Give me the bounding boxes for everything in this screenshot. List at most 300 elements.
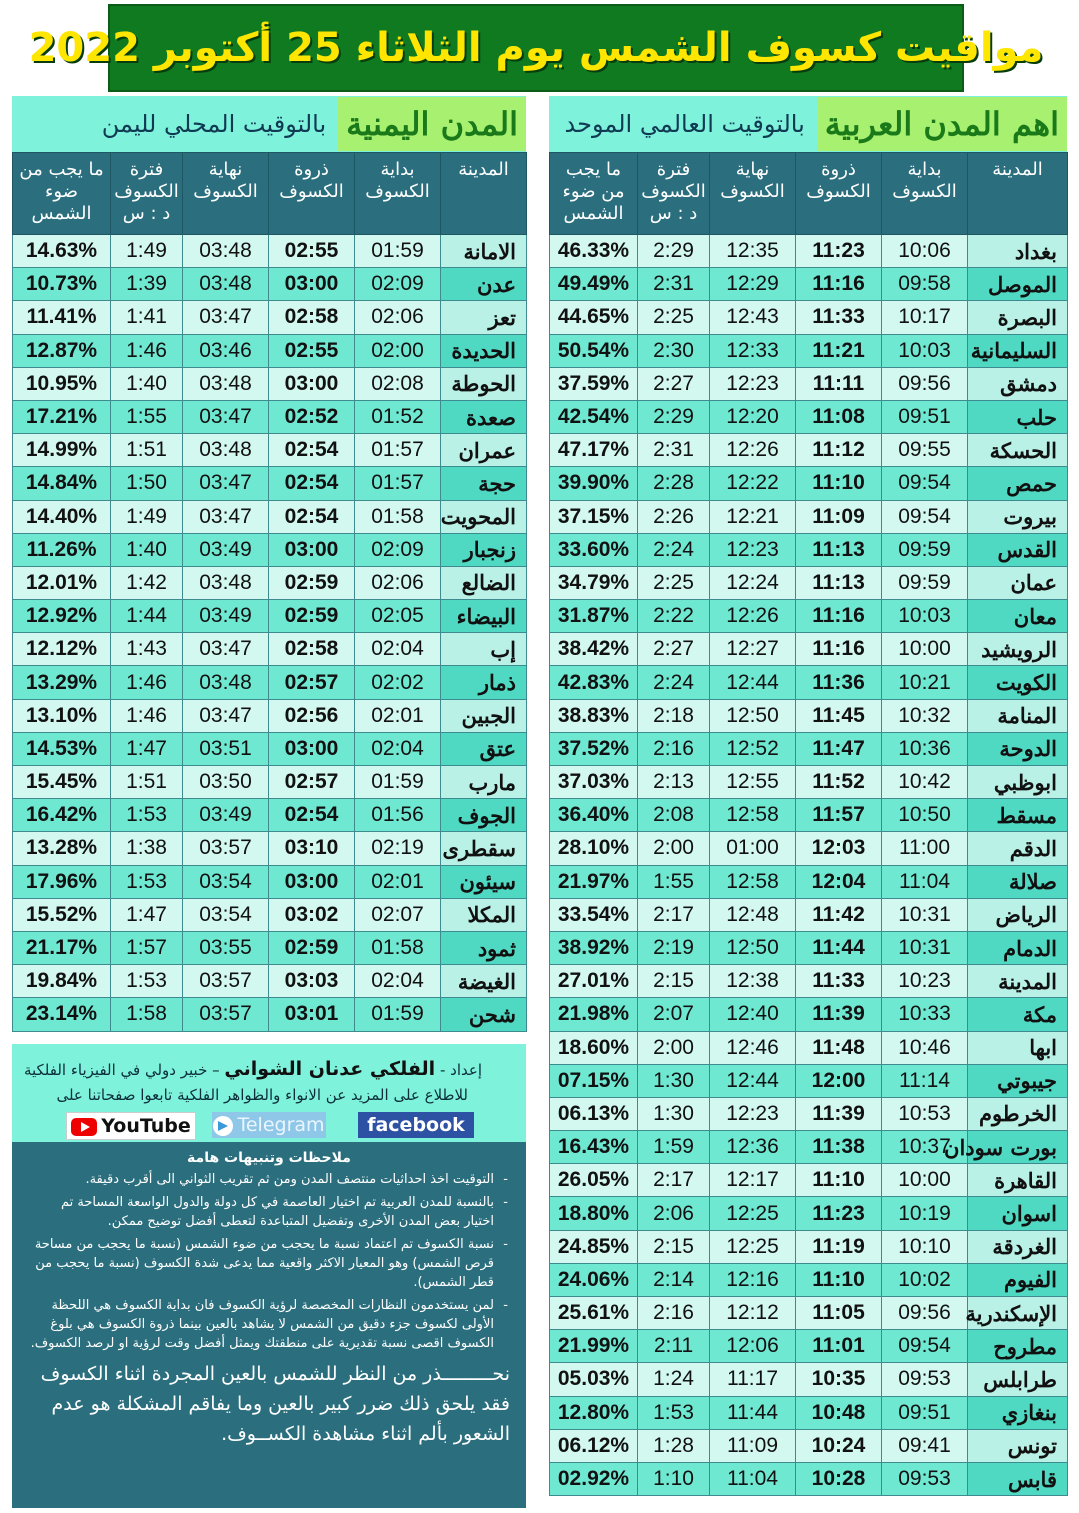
- obscuration-cell: 21.97%: [550, 865, 638, 898]
- end-time-cell: 12:58: [710, 865, 796, 898]
- city-cell: ذمار: [441, 666, 527, 699]
- city-cell: الجوف: [441, 799, 527, 832]
- end-time-cell: 03:57: [183, 965, 269, 998]
- start-time-cell: 10:50: [882, 799, 968, 832]
- obscuration-cell: 12.12%: [13, 633, 111, 666]
- table-row: [13, 533, 527, 566]
- start-time-cell: 02:07: [355, 898, 441, 931]
- city-cell: الكويت: [968, 666, 1068, 699]
- obscuration-cell: 07.15%: [550, 1064, 638, 1097]
- table-row: [550, 799, 1068, 832]
- start-time-cell: 10:36: [882, 732, 968, 765]
- obscuration-cell: 06.13%: [550, 1097, 638, 1130]
- obscuration-cell: 16.43%: [550, 1131, 638, 1164]
- duration-cell: 2:26: [638, 500, 710, 533]
- duration-cell: 1:43: [111, 633, 183, 666]
- duration-cell: 2:25: [638, 566, 710, 599]
- start-time-cell: 10:37: [882, 1131, 968, 1164]
- start-time-cell: 01:59: [355, 766, 441, 799]
- start-time-cell: 11:00: [882, 832, 968, 865]
- obscuration-cell: 31.87%: [550, 600, 638, 633]
- obscuration-cell: 44.65%: [550, 301, 638, 334]
- start-time-cell: 09:59: [882, 533, 968, 566]
- end-time-cell: 03:48: [183, 268, 269, 301]
- end-time-cell: 03:48: [183, 666, 269, 699]
- col-header-duration: فترة الكسوف د : س: [111, 153, 183, 235]
- table-row: [550, 1396, 1068, 1429]
- start-time-cell: 10:03: [882, 600, 968, 633]
- peak-time-cell: 02:52: [269, 400, 355, 433]
- end-time-cell: 12:25: [710, 1197, 796, 1230]
- city-cell: عمران: [441, 434, 527, 467]
- notes-box: [12, 1142, 526, 1508]
- end-time-cell: 03:48: [183, 434, 269, 467]
- peak-time-cell: 11:23: [796, 235, 882, 268]
- city-cell: الدوحة: [968, 732, 1068, 765]
- duration-cell: 2:15: [638, 965, 710, 998]
- peak-time-cell: 02:58: [269, 633, 355, 666]
- obscuration-cell: 17.96%: [13, 865, 111, 898]
- follow-text: للاطلاع على المزيد عن الانواء والظواهر الفلكية تابعوا صفحاتنا على: [56, 1086, 468, 1104]
- end-time-cell: 03:57: [183, 832, 269, 865]
- obscuration-cell: 49.49%: [550, 268, 638, 301]
- table-row: [13, 666, 527, 699]
- city-cell: اسوان: [968, 1197, 1068, 1230]
- table-row: [550, 1097, 1068, 1130]
- city-cell: البيضاء: [441, 600, 527, 633]
- obscuration-cell: 38.42%: [550, 633, 638, 666]
- obscuration-cell: 23.14%: [13, 998, 111, 1031]
- peak-time-cell: 02:54: [269, 467, 355, 500]
- table-row: [550, 467, 1068, 500]
- end-time-cell: 12:33: [710, 334, 796, 367]
- peak-time-cell: 02:59: [269, 566, 355, 599]
- table-row: [550, 832, 1068, 865]
- table-row: [550, 633, 1068, 666]
- end-time-cell: 12:50: [710, 699, 796, 732]
- peak-time-cell: 12:00: [796, 1064, 882, 1097]
- end-time-cell: 03:49: [183, 533, 269, 566]
- end-time-cell: 03:50: [183, 766, 269, 799]
- peak-time-cell: 11:36: [796, 666, 882, 699]
- obscuration-cell: 21.17%: [13, 931, 111, 964]
- obscuration-cell: 11.26%: [13, 533, 111, 566]
- start-time-cell: 01:59: [355, 998, 441, 1031]
- table-row: [13, 367, 527, 400]
- peak-time-cell: 11:38: [796, 1131, 882, 1164]
- peak-time-cell: 11:48: [796, 1031, 882, 1064]
- obscuration-cell: 15.52%: [13, 898, 111, 931]
- table-row: [13, 268, 527, 301]
- end-time-cell: 12:50: [710, 931, 796, 964]
- city-cell: تونس: [968, 1429, 1068, 1462]
- youtube-icon: [71, 1118, 97, 1136]
- end-time-cell: 03:48: [183, 235, 269, 268]
- peak-time-cell: 10:28: [796, 1462, 882, 1495]
- yemen-cities-panel: [12, 96, 526, 1032]
- end-time-cell: 03:46: [183, 334, 269, 367]
- table-row: [550, 1462, 1068, 1495]
- city-cell: القدس: [968, 533, 1068, 566]
- table-row: [550, 400, 1068, 433]
- city-cell: المكلا: [441, 898, 527, 931]
- duration-cell: 2:18: [638, 699, 710, 732]
- table-row: [550, 699, 1068, 732]
- table-row: [550, 566, 1068, 599]
- obscuration-cell: 37.15%: [550, 500, 638, 533]
- yemen-panel-header: [12, 96, 526, 152]
- obscuration-cell: 42.83%: [550, 666, 638, 699]
- table-row: [550, 898, 1068, 931]
- table-row: [13, 500, 527, 533]
- peak-time-cell: 03:01: [269, 998, 355, 1031]
- city-cell: عدن: [441, 268, 527, 301]
- duration-cell: 1:58: [111, 998, 183, 1031]
- city-cell: بنغازي: [968, 1396, 1068, 1429]
- peak-time-cell: 12:04: [796, 865, 882, 898]
- duration-cell: 1:28: [638, 1429, 710, 1462]
- note-item: - التوقيت اخذ احداثيات منتصف المدن ومن ثم تقريب الثواني الى أقرب دقيقة.: [28, 1170, 494, 1189]
- obscuration-cell: 24.06%: [550, 1263, 638, 1296]
- city-cell: الغيضة: [441, 965, 527, 998]
- duration-cell: 2:06: [638, 1197, 710, 1230]
- obscuration-cell: 34.79%: [550, 566, 638, 599]
- duration-cell: 1:30: [638, 1064, 710, 1097]
- duration-cell: 2:17: [638, 898, 710, 931]
- peak-time-cell: 11:47: [796, 732, 882, 765]
- table-row: [550, 500, 1068, 533]
- duration-cell: 2:15: [638, 1230, 710, 1263]
- peak-time-cell: 11:16: [796, 600, 882, 633]
- obscuration-cell: 14.84%: [13, 467, 111, 500]
- peak-time-cell: 11:10: [796, 1164, 882, 1197]
- table-row: [550, 1197, 1068, 1230]
- start-time-cell: 10:00: [882, 1164, 968, 1197]
- end-time-cell: 12:26: [710, 600, 796, 633]
- peak-time-cell: 11:44: [796, 931, 882, 964]
- note-item: - بالنسبة للمدن العربية تم اختيار العاصمة في كل دولة والدول الواسعة المساحة تم اختيار بعض المدن الأخرى وتفضيل المتباعدة لتعطى أفضل توضيح ممكن.: [28, 1193, 494, 1231]
- table-row: [550, 732, 1068, 765]
- table-row: [13, 998, 527, 1031]
- peak-time-cell: 02:54: [269, 500, 355, 533]
- end-time-cell: 12:43: [710, 301, 796, 334]
- city-cell: إب: [441, 633, 527, 666]
- start-time-cell: 02:01: [355, 865, 441, 898]
- end-time-cell: 12:23: [710, 1097, 796, 1130]
- end-time-cell: 03:47: [183, 500, 269, 533]
- end-time-cell: 03:49: [183, 799, 269, 832]
- facebook-link[interactable]: [358, 1112, 474, 1138]
- duration-cell: 1:53: [638, 1396, 710, 1429]
- yemen-heading: المدن اليمنية: [338, 97, 526, 151]
- end-time-cell: 03:47: [183, 633, 269, 666]
- city-cell: الإسكندرية: [968, 1297, 1068, 1330]
- table-row: [550, 1330, 1068, 1363]
- table-row: [550, 1164, 1068, 1197]
- table-row: [550, 1429, 1068, 1462]
- peak-time-cell: 11:13: [796, 533, 882, 566]
- end-time-cell: 12:24: [710, 566, 796, 599]
- obscuration-cell: 15.45%: [13, 766, 111, 799]
- city-cell: مكة: [968, 998, 1068, 1031]
- end-time-cell: 12:52: [710, 732, 796, 765]
- telegram-link[interactable]: [212, 1112, 326, 1138]
- table-row: [13, 965, 527, 998]
- start-time-cell: 01:57: [355, 467, 441, 500]
- start-time-cell: 10:23: [882, 965, 968, 998]
- peak-time-cell: 11:01: [796, 1330, 882, 1363]
- duration-cell: 1:41: [111, 301, 183, 334]
- duration-cell: 2:27: [638, 633, 710, 666]
- obscuration-cell: 13.29%: [13, 666, 111, 699]
- obscuration-cell: 21.98%: [550, 998, 638, 1031]
- start-time-cell: 10:10: [882, 1230, 968, 1263]
- obscuration-cell: 24.85%: [550, 1230, 638, 1263]
- end-time-cell: 12:36: [710, 1131, 796, 1164]
- author-name: الفلكي عدنان الشواني: [224, 1058, 436, 1080]
- city-cell: الدمام: [968, 931, 1068, 964]
- duration-cell: 2:11: [638, 1330, 710, 1363]
- end-time-cell: 12:26: [710, 434, 796, 467]
- end-time-cell: 12:12: [710, 1297, 796, 1330]
- obscuration-cell: 14.99%: [13, 434, 111, 467]
- peak-time-cell: 11:33: [796, 965, 882, 998]
- end-time-cell: 12:40: [710, 998, 796, 1031]
- obscuration-cell: 13.28%: [13, 832, 111, 865]
- duration-cell: 2:17: [638, 1164, 710, 1197]
- duration-cell: 1:49: [111, 500, 183, 533]
- start-time-cell: 02:06: [355, 301, 441, 334]
- start-time-cell: 02:00: [355, 334, 441, 367]
- city-cell: مارب: [441, 766, 527, 799]
- table-row: [550, 865, 1068, 898]
- end-time-cell: 03:47: [183, 699, 269, 732]
- youtube-link[interactable]: [66, 1112, 196, 1140]
- duration-cell: 2:13: [638, 766, 710, 799]
- table-row: [550, 1263, 1068, 1296]
- city-cell: القاهرة: [968, 1164, 1068, 1197]
- start-time-cell: 09:51: [882, 400, 968, 433]
- peak-time-cell: 11:21: [796, 334, 882, 367]
- start-time-cell: 10:32: [882, 699, 968, 732]
- duration-cell: 1:24: [638, 1363, 710, 1396]
- obscuration-cell: 13.10%: [13, 699, 111, 732]
- table-row: [550, 268, 1068, 301]
- peak-time-cell: 11:39: [796, 1097, 882, 1130]
- end-time-cell: 12:46: [710, 1031, 796, 1064]
- end-time-cell: 12:06: [710, 1330, 796, 1363]
- obscuration-cell: 28.10%: [550, 832, 638, 865]
- start-time-cell: 10:42: [882, 766, 968, 799]
- end-time-cell: 11:17: [710, 1363, 796, 1396]
- peak-time-cell: 12:03: [796, 832, 882, 865]
- start-time-cell: 09:56: [882, 1297, 968, 1330]
- end-time-cell: 03:55: [183, 931, 269, 964]
- duration-cell: 1:40: [111, 367, 183, 400]
- start-time-cell: 09:54: [882, 500, 968, 533]
- eye-safety-warning: نحـــــــــذر من النظر للشمس بالعين المجردة اثناء الكسوف فقد يلحق ذلك ضرر كبير بالعين وما يفاقم المشكلة هو عدم الشعور بألم اثناء مشاهدة الكســوف.: [40, 1363, 510, 1445]
- obscuration-cell: 26.05%: [550, 1164, 638, 1197]
- start-time-cell: 11:14: [882, 1064, 968, 1097]
- duration-cell: 1:44: [111, 600, 183, 633]
- peak-time-cell: 03:00: [269, 533, 355, 566]
- col-header-peak: ذروة الكسوف: [796, 153, 882, 235]
- duration-cell: 2:22: [638, 600, 710, 633]
- start-time-cell: 01:58: [355, 500, 441, 533]
- end-time-cell: 12:58: [710, 799, 796, 832]
- table-row: [13, 334, 527, 367]
- obscuration-cell: 37.59%: [550, 367, 638, 400]
- note-item: - نسبة الكسوف تم اعتماد نسبة ما يحجب من ضوء الشمس (نسبة ما يحجب من مساحة قرص الشمس) وهو المعيار الاكثر واقعية مما يدعى شدة الكسوف (نسبة ما يحجب من قطر الشمس).: [28, 1235, 494, 1292]
- peak-time-cell: 11:42: [796, 898, 882, 931]
- page-title: مواقيت كسوف الشمس يوم الثلاثاء 25 أكتوبر 2022: [28, 25, 1044, 71]
- table-row: [550, 1230, 1068, 1263]
- start-time-cell: 02:05: [355, 600, 441, 633]
- city-cell: بغداد: [968, 235, 1068, 268]
- obscuration-cell: 14.63%: [13, 235, 111, 268]
- table-row: [550, 235, 1068, 268]
- duration-cell: 2:00: [638, 832, 710, 865]
- city-cell: صعدة: [441, 400, 527, 433]
- table-row: [550, 998, 1068, 1031]
- start-time-cell: 10:00: [882, 633, 968, 666]
- peak-time-cell: 11:05: [796, 1297, 882, 1330]
- city-cell: ابها: [968, 1031, 1068, 1064]
- peak-time-cell: 11:57: [796, 799, 882, 832]
- city-cell: قابس: [968, 1462, 1068, 1495]
- peak-time-cell: 11:11: [796, 367, 882, 400]
- table-row: [550, 334, 1068, 367]
- city-cell: سيئون: [441, 865, 527, 898]
- city-cell: طرابلس: [968, 1363, 1068, 1396]
- yemen-subheading: بالتوقيت المحلي لليمن: [101, 110, 327, 138]
- end-time-cell: 03:51: [183, 732, 269, 765]
- start-time-cell: 02:09: [355, 268, 441, 301]
- peak-time-cell: 02:59: [269, 931, 355, 964]
- facebook-label: facebook: [367, 1114, 465, 1136]
- duration-cell: 2:16: [638, 1297, 710, 1330]
- city-cell: شحن: [441, 998, 527, 1031]
- end-time-cell: 12:44: [710, 666, 796, 699]
- duration-cell: 2:19: [638, 931, 710, 964]
- peak-time-cell: 10:48: [796, 1396, 882, 1429]
- col-header-end: نهاية الكسوف: [710, 153, 796, 235]
- start-time-cell: 02:04: [355, 633, 441, 666]
- peak-time-cell: 11:10: [796, 1263, 882, 1296]
- city-cell: السليمانية: [968, 334, 1068, 367]
- city-cell: حجة: [441, 467, 527, 500]
- table-row: [550, 533, 1068, 566]
- city-cell: عمان: [968, 566, 1068, 599]
- city-cell: صلالة: [968, 865, 1068, 898]
- peak-time-cell: 02:56: [269, 699, 355, 732]
- start-time-cell: 09:41: [882, 1429, 968, 1462]
- obscuration-cell: 46.33%: [550, 235, 638, 268]
- peak-time-cell: 03:00: [269, 865, 355, 898]
- end-time-cell: 12:25: [710, 1230, 796, 1263]
- duration-cell: 1:57: [111, 931, 183, 964]
- telegram-icon: [213, 1116, 233, 1136]
- table-row: [550, 434, 1068, 467]
- city-cell: المدينة: [968, 965, 1068, 998]
- obscuration-cell: 33.60%: [550, 533, 638, 566]
- end-time-cell: 12:38: [710, 965, 796, 998]
- obscuration-cell: 36.40%: [550, 799, 638, 832]
- col-header-city: المدينة: [441, 153, 527, 235]
- table-row: [13, 732, 527, 765]
- city-cell: دمشق: [968, 367, 1068, 400]
- start-time-cell: 09:54: [882, 1330, 968, 1363]
- start-time-cell: 10:02: [882, 1263, 968, 1296]
- end-time-cell: 12:29: [710, 268, 796, 301]
- note-item: - لمن يستخدمون النظارات المخصصة لرؤية الكسوف فان بداية الكسوف هي اللحظة الأولى لكسوف جزء دقيق من الشمس لا يشاهد بالعين بينما ذروة الكسوف هي بلوغ الكسوف اقصى نسبة تقديرية على منطقتك ويمثل أفضل وقت لرؤية او لرصد الكسوف.: [28, 1296, 494, 1353]
- peak-time-cell: 03:00: [269, 268, 355, 301]
- end-time-cell: 01:00: [710, 832, 796, 865]
- city-cell: الغردقة: [968, 1230, 1068, 1263]
- peak-time-cell: 02:59: [269, 600, 355, 633]
- obscuration-cell: 25.61%: [550, 1297, 638, 1330]
- city-cell: الضالع: [441, 566, 527, 599]
- yemen-table-header-row: [13, 153, 527, 235]
- table-row: [13, 931, 527, 964]
- start-time-cell: 01:56: [355, 799, 441, 832]
- duration-cell: 1:53: [111, 965, 183, 998]
- end-time-cell: 12:35: [710, 235, 796, 268]
- duration-cell: 1:53: [111, 865, 183, 898]
- duration-cell: 1:39: [111, 268, 183, 301]
- notes-title: ملاحظات وتنبيهات هامة: [187, 1150, 351, 1166]
- city-cell: الحوطة: [441, 367, 527, 400]
- city-cell: الرويشيد: [968, 633, 1068, 666]
- telegram-label: Telegram: [237, 1114, 325, 1136]
- end-time-cell: 03:48: [183, 566, 269, 599]
- peak-time-cell: 11:16: [796, 633, 882, 666]
- start-time-cell: 09:59: [882, 566, 968, 599]
- peak-time-cell: 11:52: [796, 766, 882, 799]
- peak-time-cell: 02:57: [269, 666, 355, 699]
- peak-time-cell: 11:39: [796, 998, 882, 1031]
- table-row: [13, 434, 527, 467]
- arab-subheading: بالتوقيت العالمي الموحد: [564, 110, 805, 138]
- obscuration-cell: 18.80%: [550, 1197, 638, 1230]
- peak-time-cell: 03:00: [269, 367, 355, 400]
- obscuration-cell: 14.40%: [13, 500, 111, 533]
- youtube-label: YouTube: [101, 1115, 191, 1137]
- table-row: [550, 965, 1068, 998]
- duration-cell: 1:42: [111, 566, 183, 599]
- arab-cities-table: [549, 152, 1068, 1496]
- obscuration-cell: 12.80%: [550, 1396, 638, 1429]
- peak-time-cell: 03:00: [269, 732, 355, 765]
- duration-cell: 2:08: [638, 799, 710, 832]
- start-time-cell: 01:58: [355, 931, 441, 964]
- duration-cell: 1:46: [111, 699, 183, 732]
- table-row: [550, 367, 1068, 400]
- peak-time-cell: 02:57: [269, 766, 355, 799]
- start-time-cell: 10:53: [882, 1097, 968, 1130]
- duration-cell: 2:24: [638, 666, 710, 699]
- city-cell: البصرة: [968, 301, 1068, 334]
- obscuration-cell: 12.87%: [13, 334, 111, 367]
- start-time-cell: 10:21: [882, 666, 968, 699]
- peak-time-cell: 11:19: [796, 1230, 882, 1263]
- title-banner: [28, 4, 1044, 92]
- obscuration-cell: 37.52%: [550, 732, 638, 765]
- table-row: [13, 566, 527, 599]
- peak-time-cell: 11:16: [796, 268, 882, 301]
- duration-cell: 1:46: [111, 334, 183, 367]
- obscuration-cell: 37.03%: [550, 766, 638, 799]
